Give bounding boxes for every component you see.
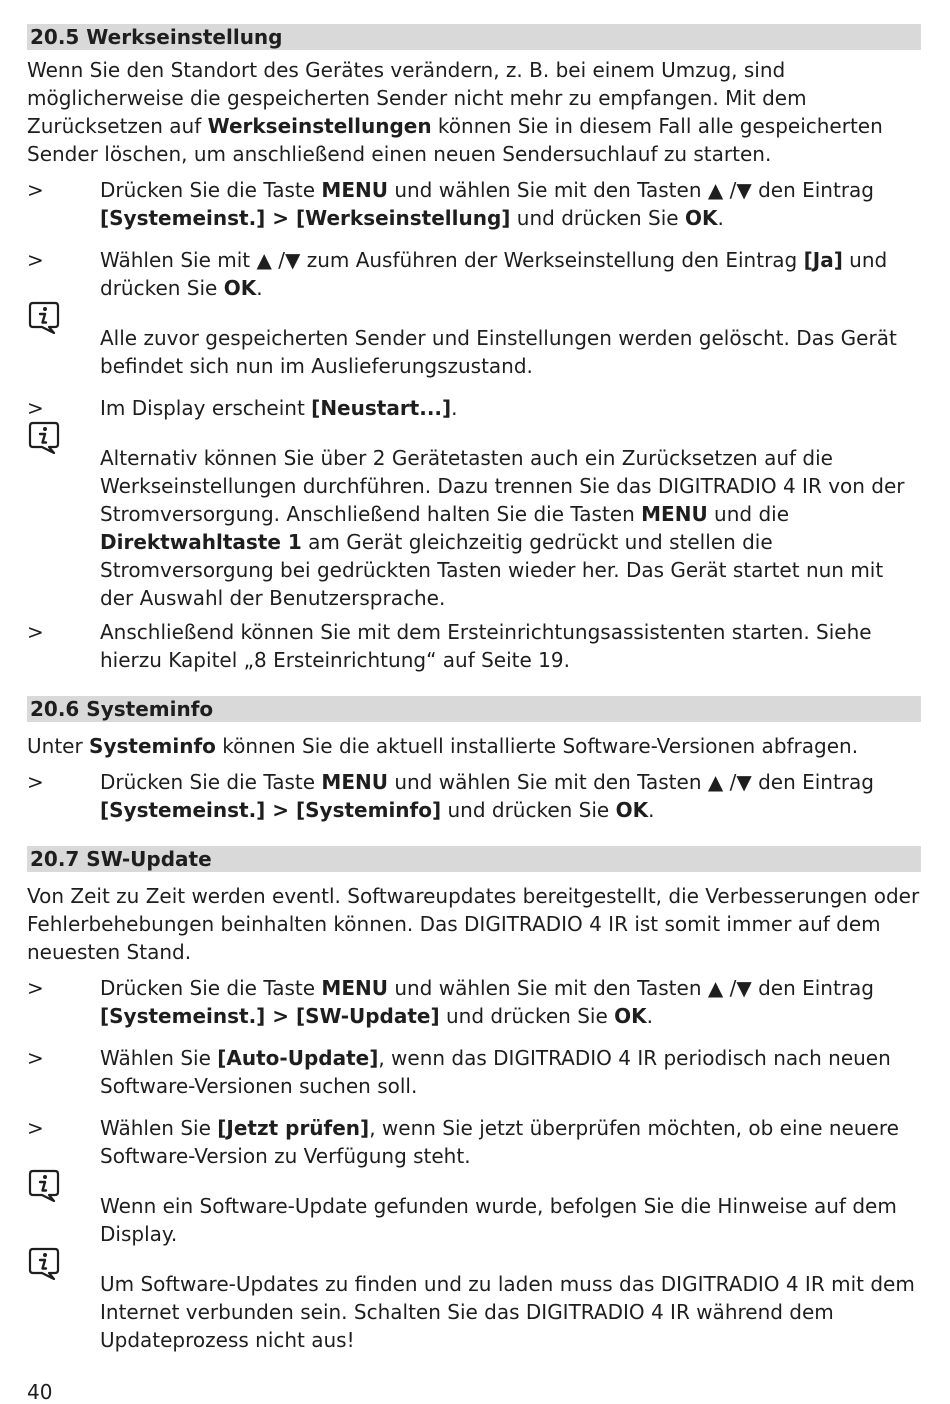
- section-heading-systeminfo: 20.6 Systeminfo: [27, 696, 921, 722]
- note-text: Wenn ein Software-Update gefunden wurde, befolgen Sie die Hinweise auf dem Display.: [100, 1194, 897, 1246]
- step-marker: >: [27, 770, 44, 794]
- manual-page: [27, 24, 921, 1354]
- step-marker: >: [27, 1116, 44, 1140]
- step-item: > Drücken Sie die Taste MENU und wählen Sie mit den Tasten ▲ /▼ den Eintrag [Systemeinst.] > [SW-Update] und drücken Sie OK.: [27, 976, 874, 1028]
- step-marker: >: [27, 396, 44, 420]
- step-item: > Wählen Sie [Auto-Update], wenn das DIGITRADIO 4 IR periodisch nach neuen Software-Versionen suchen soll.: [27, 1046, 891, 1098]
- info-icon: [27, 1168, 57, 1202]
- step-marker: >: [27, 248, 44, 272]
- note-text: Um Software-Updates zu finden und zu laden muss das DIGITRADIO 4 IR mit dem Internet verbunden sein. Schalten Sie das DIGITRADIO 4 IR während dem Updateprozess nicht aus!: [100, 1272, 915, 1352]
- intro-paragraph: Wenn Sie den Standort des Gerätes verändern, z. B. bei einem Umzug, sind möglicherweise die gespeicherten Sender nicht mehr zu empfangen. Mit dem Zurücksetzen auf Werkseinstellungen können Sie in diesem Fall alle gespeicherten Sender löschen, um anschließend einen neuen Sendersuchlauf zu starten.: [27, 58, 883, 166]
- step-marker: >: [27, 620, 44, 644]
- info-icon: [27, 1246, 57, 1280]
- info-note: [27, 314, 921, 380]
- note-text: Alternativ können Sie über 2 Gerätetasten auch ein Zurücksetzen auf die Werkseinstellungen durchführen. Dazu trennen Sie das DIGITRADIO 4 IR von der Stromversorgung. Anschließend halten Sie die Tasten MENU und die Direktwahltaste 1 am Gerät gleichzeitig gedrückt und stellen die Stromversorgung bei gedrückten Tasten wieder her. Das Gerät startet nun mit der Auswahl der Benutzersprache.: [100, 446, 905, 610]
- section-heading-sw-update: 20.7 SW-Update: [27, 846, 921, 872]
- step-item: > Wählen Sie mit ▲ /▼ zum Ausführen der Werkseinstellung den Eintrag [Ja] und drücken Sie OK.: [27, 248, 888, 300]
- intro-paragraph: Von Zeit zu Zeit werden eventl. Softwareupdates bereitgestellt, die Verbesserungen oder Fehlerbehebungen beinhalten können. Das DIGITRADIO 4 IR ist somit immer auf dem neuesten Stand.: [27, 884, 920, 964]
- intro-paragraph: Unter Systeminfo können Sie die aktuell installierte Software-Versionen abfragen.: [27, 734, 859, 758]
- step-marker: >: [27, 1046, 44, 1070]
- info-note: [27, 434, 921, 612]
- step-item: > Anschließend können Sie mit dem Ersteinrichtungsassistenten starten. Siehe hierzu Kapitel „8 Ersteinrichtung“ auf Seite 19.: [27, 620, 872, 672]
- step-item: > Im Display erscheint [Neustart...].: [27, 396, 458, 420]
- step-marker: >: [27, 976, 44, 1000]
- info-icon: [27, 300, 57, 334]
- note-text: Alle zuvor gespeicherten Sender und Einstellungen werden gelöscht. Das Gerät befindet sich nun im Auslieferungszustand.: [100, 326, 897, 378]
- step-item: > Drücken Sie die Taste MENU und wählen Sie mit den Tasten ▲ /▼ den Eintrag [Systemeinst.] > [Systeminfo] und drücken Sie OK.: [27, 770, 874, 822]
- step-marker: >: [27, 178, 44, 202]
- info-note: [27, 1182, 921, 1248]
- section-heading-werkseinstellung: 20.5 Werkseinstellung: [27, 24, 921, 50]
- step-item: > Drücken Sie die Taste MENU und wählen Sie mit den Tasten ▲ /▼ den Eintrag [Systemeinst.] > [Werkseinstellung] und drücken Sie OK.: [27, 178, 874, 230]
- info-note: [27, 1260, 921, 1354]
- info-icon: [27, 420, 57, 454]
- page-number: 40: [27, 1380, 53, 1404]
- step-item: > Wählen Sie [Jetzt prüfen], wenn Sie jetzt überprüfen möchten, ob eine neuere Software-Version zu Verfügung steht.: [27, 1116, 899, 1168]
